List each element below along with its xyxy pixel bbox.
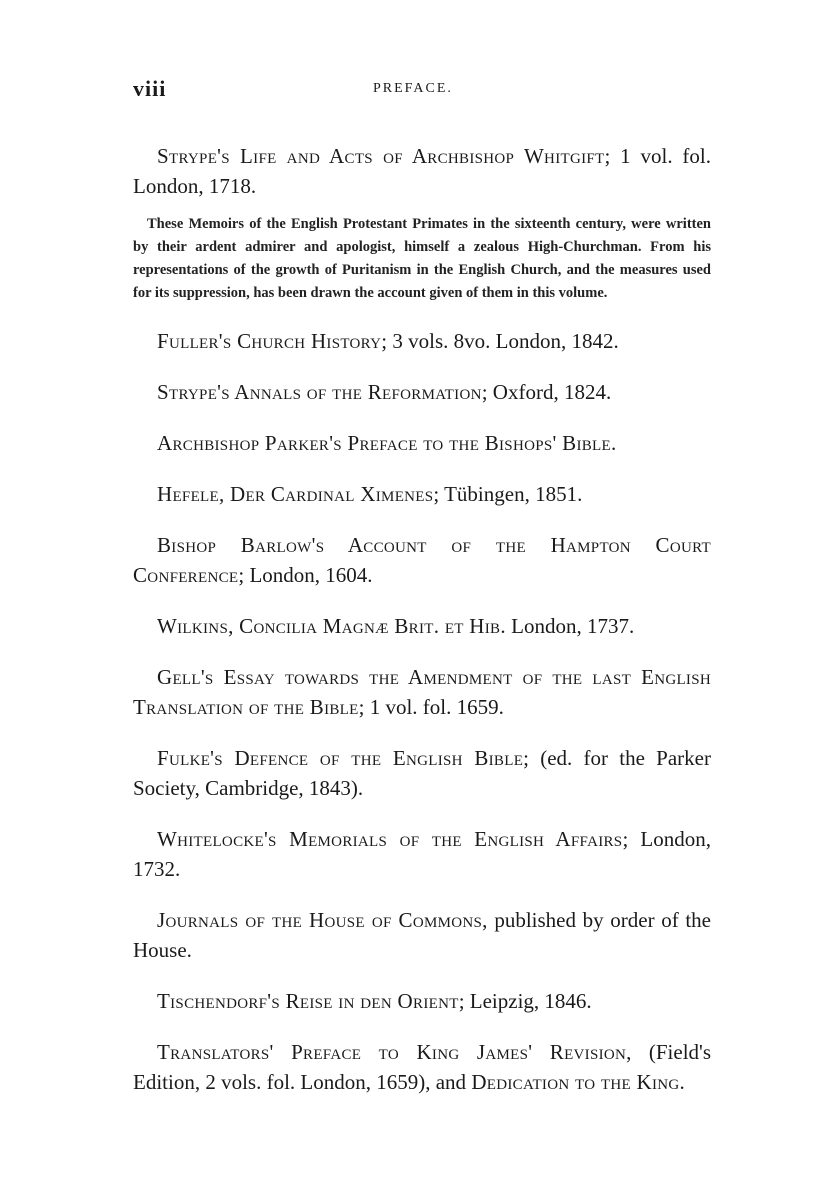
bibliography-entry: [133, 824, 711, 884]
bibliography-entry: [133, 611, 711, 641]
bibliography-entry: [133, 377, 711, 407]
entry-title-dedication: Dedication to the King.: [471, 1070, 686, 1094]
entry-title: Whitelocke's Memorials of the English Affairs: [157, 827, 623, 851]
bibliography-entry: [133, 986, 711, 1016]
bibliography-entry: [133, 479, 711, 509]
entry-title: Journals of the House of Commons,: [157, 908, 488, 932]
entry-details: ; Oxford, 1824.: [481, 380, 612, 404]
entry-title: Gell's Essay towards the Amendment of the last English Translation of the Bible: [133, 665, 711, 719]
entry-title: Hefele, Der Cardinal Ximenes: [157, 482, 434, 506]
page-header: [133, 76, 711, 106]
entry-details: ; Leipzig, 1846.: [458, 989, 592, 1013]
entry-details: ; 1 vol. fol. 1659.: [358, 695, 504, 719]
entry-title: Tischendorf's Reise in den Orient: [157, 989, 459, 1013]
bibliography-entry: [133, 428, 711, 458]
entry-title: Translators' Preface to King James' Revision,: [157, 1040, 632, 1064]
entry-details: ; 1 vol. fol. London, 1718.: [133, 144, 711, 198]
entry-title: Wilkins, Concilia Magnæ Brit. et Hib.: [157, 614, 506, 638]
entry-title: Strype's Life and Acts of Archbishop Whitgift: [157, 144, 605, 168]
entry-title: Archbishop Parker's Preface to the Bishops' Bible.: [157, 431, 617, 455]
running-head: PREFACE.: [373, 81, 453, 96]
entry-details: ; (ed. for the Parker Society, Cambridge, 1843).: [133, 746, 711, 800]
entry-title: Fuller's Church History: [157, 329, 382, 353]
entry-title: Fulke's Defence of the English Bible: [157, 746, 524, 770]
entry-details: London, 1737.: [505, 614, 635, 638]
entry-details: (Field's Edition, 2 vols. fol. London, 1659), and: [133, 1040, 711, 1094]
bibliography-entry: [133, 141, 711, 201]
entry-note: These Memoirs of the English Protestant Primates in the sixteenth century, were written by their ardent admirer and apologist, himself a zealous High-Churchman. From his representations of the growth of Puritanism in the English Church, and the measures used for its suppression, has been drawn the account given of them in this volume.: [133, 216, 711, 301]
entry-title: Strype's Annals of the Reformation: [157, 380, 482, 404]
page-number: viii: [133, 76, 167, 101]
bibliography-entry: [133, 1037, 711, 1097]
entry-details: ; Tübingen, 1851.: [433, 482, 583, 506]
bibliography-entry: [133, 326, 711, 356]
bibliography-entry: [133, 662, 711, 722]
bibliography-entry: [133, 905, 711, 965]
bibliography-entry: [133, 530, 711, 590]
entry-details: published by order of the House.: [133, 908, 711, 962]
entry-details: ; London, 1732.: [133, 827, 711, 881]
bibliography-entry: [133, 743, 711, 803]
bibliography-list: [133, 120, 711, 1109]
entry-details: ; 3 vols. 8vo. London, 1842.: [381, 329, 619, 353]
entry-details: ; London, 1604.: [238, 563, 373, 587]
entry-title: Bishop Barlow's Account of the Hampton Court Conference: [133, 533, 711, 587]
